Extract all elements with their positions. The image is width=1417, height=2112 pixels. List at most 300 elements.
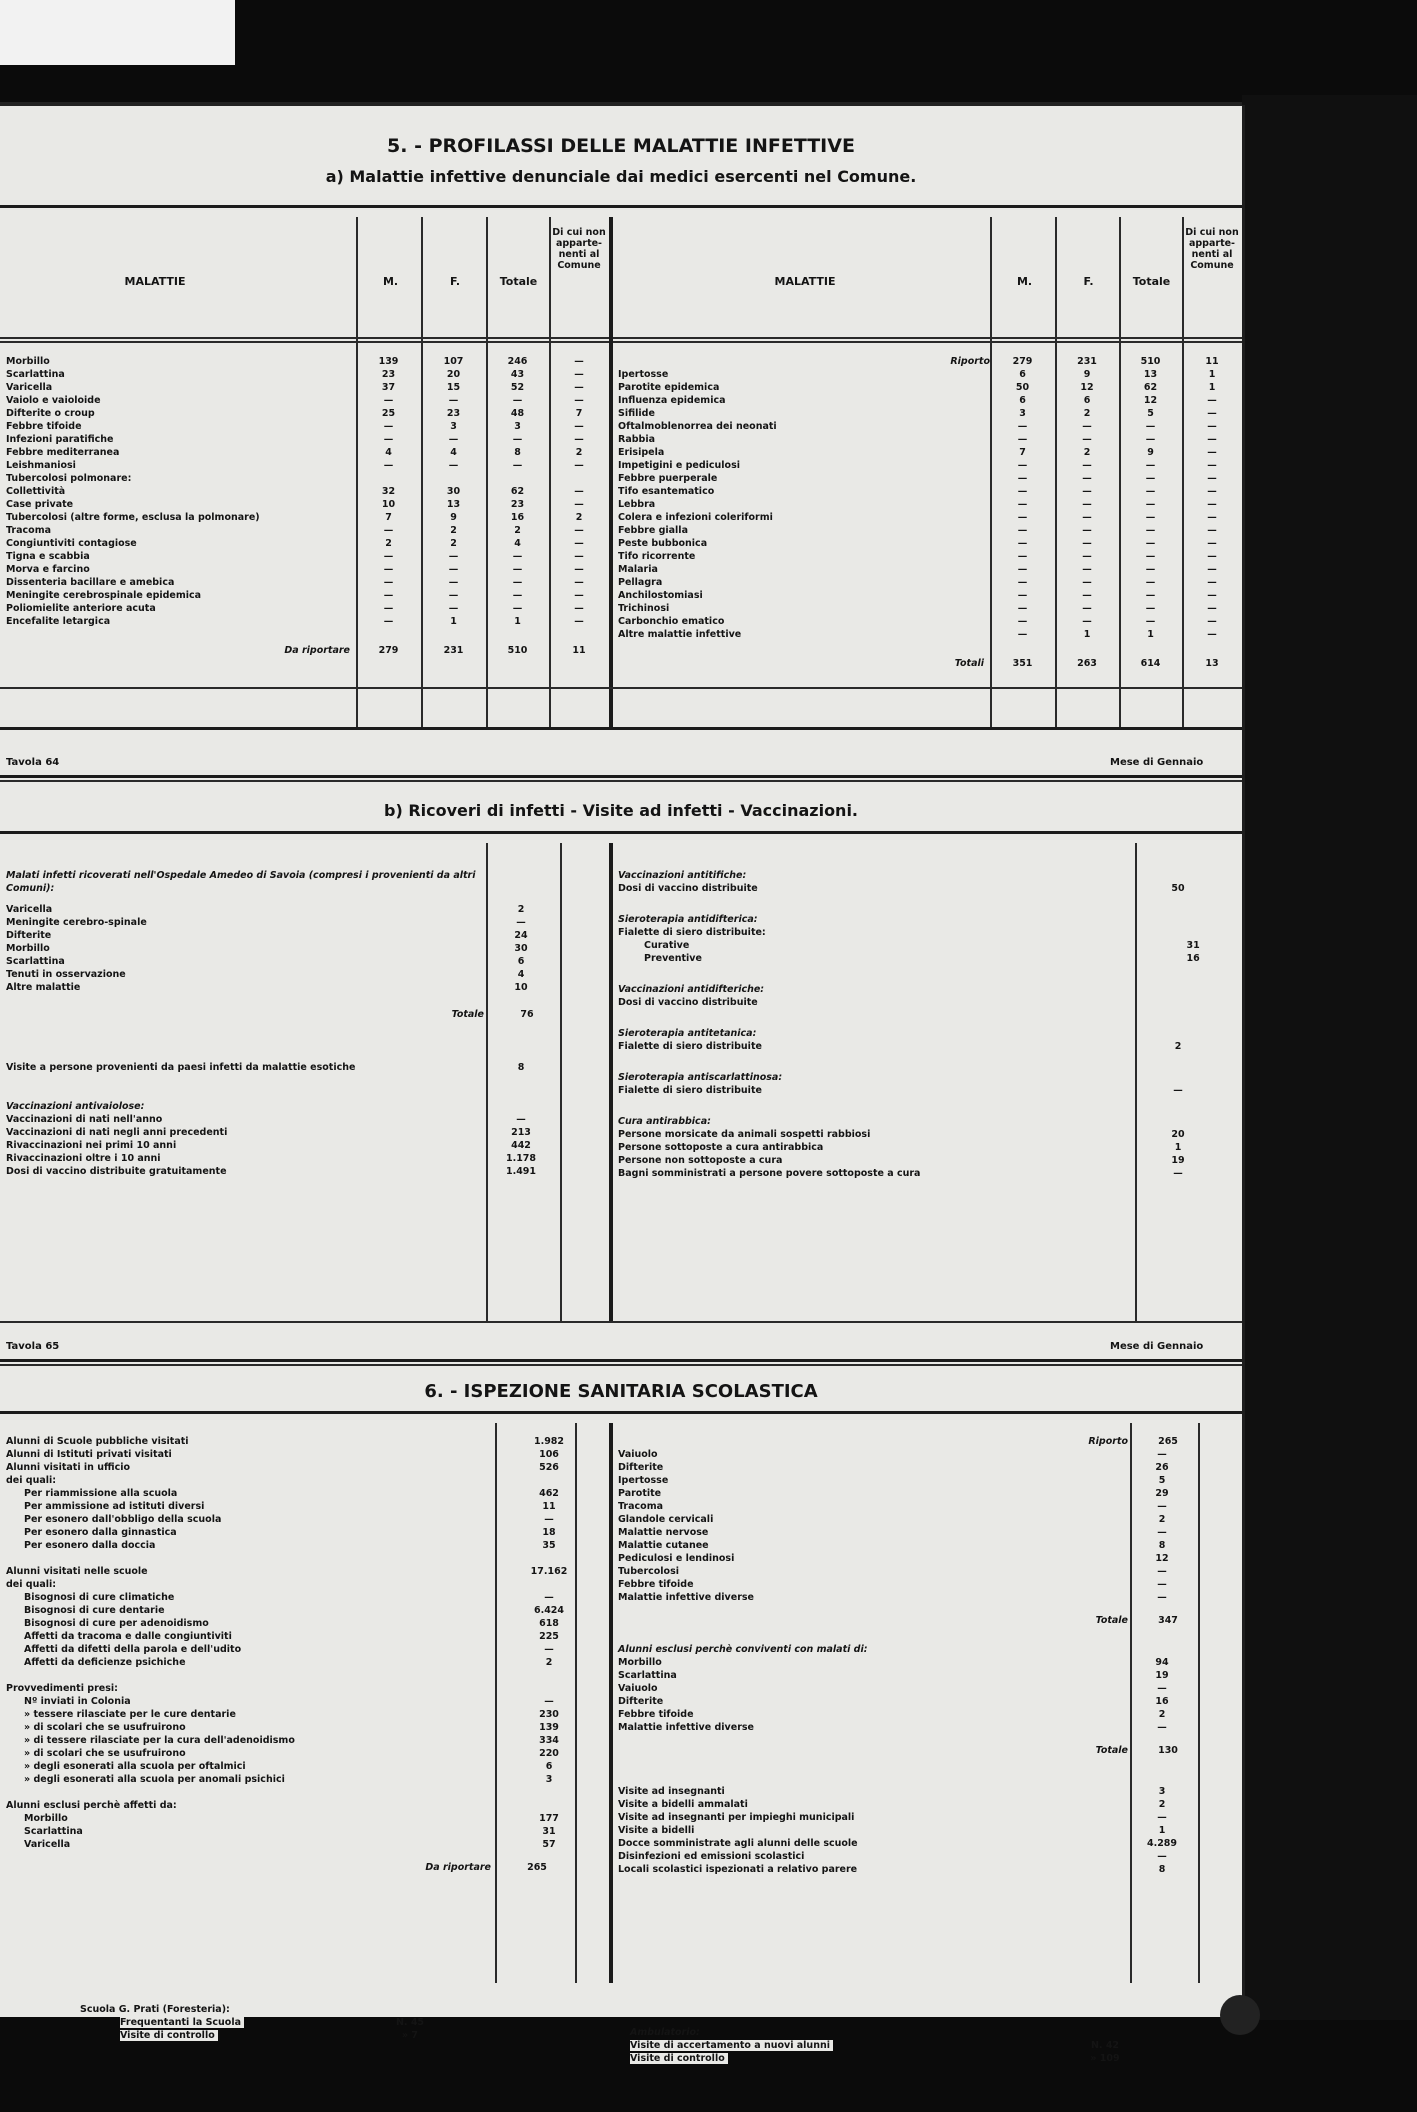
lv-value: 31 — [542, 1826, 556, 1837]
value-t: — — [1145, 525, 1156, 536]
value-m: — — [383, 616, 394, 627]
disease-name — [618, 381, 990, 394]
lv-value — [509, 1474, 589, 1487]
value-d: 1 — [1208, 382, 1216, 393]
value-d: — — [574, 369, 584, 380]
lv-row — [618, 1837, 1196, 1850]
lv-label: Visite ad insegnanti — [618, 1786, 728, 1797]
value-f: 2 — [1083, 408, 1091, 419]
lv-row — [618, 1708, 1196, 1721]
spacer — [6, 1021, 564, 1061]
lv-value: 17.162 — [530, 1566, 568, 1577]
lv-row — [6, 1812, 589, 1825]
disease-label: Difterite o croup — [6, 408, 98, 419]
lv-name — [618, 1565, 1128, 1578]
disease-row — [6, 550, 609, 563]
lv-value — [1144, 926, 1242, 939]
label-value-table — [630, 2039, 1140, 2065]
label-value-table — [618, 1128, 1228, 1180]
lv-value: 10 — [514, 982, 528, 993]
value-t: 5 — [1147, 408, 1154, 419]
lv-row — [618, 1167, 1228, 1180]
lv-name — [6, 942, 484, 955]
disease-label: Impetigini e pediculosi — [618, 460, 743, 471]
value-m: — — [1017, 551, 1028, 562]
value-m: 2 — [385, 538, 392, 549]
disease-name — [6, 602, 356, 615]
lv-label: Preventive — [644, 953, 705, 964]
value-f: — — [1082, 512, 1092, 523]
lv-row — [618, 1448, 1196, 1461]
value-t: — — [1145, 421, 1156, 432]
lv-name — [618, 1461, 1128, 1474]
value-f: 1 — [450, 616, 457, 627]
value-t: — — [1145, 473, 1156, 484]
label-value-table — [618, 1040, 1228, 1053]
lv-name — [80, 2016, 380, 2029]
table-number-65: Tavola 65 — [6, 1341, 60, 1352]
disease-label: Trichinosi — [618, 603, 672, 614]
table-number-64: Tavola 64 — [6, 757, 60, 768]
lv-value: 5 — [1158, 1475, 1166, 1486]
disease-label: Varicella — [6, 382, 55, 393]
value-d: — — [1207, 538, 1217, 549]
rule — [0, 1364, 1242, 1366]
disease-label: Dissenteria bacillare e amebica — [6, 577, 177, 588]
lv-value: 177 — [539, 1813, 559, 1824]
summary-label: Da riportare — [425, 1862, 491, 1873]
lv-row — [618, 1721, 1196, 1734]
lv-value: 2 — [1158, 1799, 1166, 1810]
riporto-m: 279 — [1012, 356, 1033, 367]
value-f: 3 — [450, 421, 457, 432]
lv-name — [618, 1552, 1128, 1565]
spacer — [618, 965, 1242, 983]
lv-value: » 109 — [1090, 2053, 1120, 2064]
lv-label: Rivaccinazioni nei primi 10 anni — [6, 1140, 179, 1151]
lv-value: — — [544, 1644, 554, 1655]
lv-row — [6, 1721, 589, 1734]
rule — [0, 831, 1242, 834]
disease-name — [618, 420, 990, 433]
rule — [0, 727, 1242, 730]
value-f: 13 — [446, 499, 461, 510]
disease-label: Lebbra — [618, 499, 658, 510]
group-heading: Alunni esclusi perchè conviventi con malati di: — [618, 1644, 868, 1655]
lv-row — [6, 1630, 589, 1643]
group-heading: Vaccinazioni antidifteriche: — [618, 984, 765, 995]
lv-name — [6, 1448, 509, 1461]
value-m: — — [1017, 616, 1028, 627]
lv-label: Meningite cerebro-spinale — [6, 917, 150, 928]
disease-name — [6, 511, 356, 524]
value-m: — — [1017, 538, 1028, 549]
disease-row — [618, 472, 1242, 485]
value-f: — — [1082, 473, 1092, 484]
disease-row — [6, 355, 609, 368]
lv-label: Visite ad insegnanti per impieghi municipali — [618, 1812, 857, 1823]
value-m: 25 — [381, 408, 396, 419]
lv-label: » tessere rilasciate per le cure dentarie — [24, 1709, 239, 1720]
disease-row — [618, 563, 1242, 576]
lv-name — [618, 1824, 1128, 1837]
lv-row — [618, 1565, 1196, 1578]
lv-value: 213 — [511, 1127, 531, 1138]
disease-name — [6, 472, 356, 485]
section5-subtitle: a) Malattie infettive denunciale dai medici esercenti nel Comune. — [325, 167, 917, 186]
lv-value: 2 — [1158, 1514, 1166, 1525]
lv-name — [6, 955, 484, 968]
lv-label: Visite a bidelli — [618, 1825, 697, 1836]
lv-row — [618, 1591, 1196, 1604]
lv-name — [6, 1734, 509, 1747]
value-m: — — [1017, 460, 1028, 471]
total-label: Totali — [954, 658, 984, 669]
disease-label: Tigna e scabbia — [6, 551, 93, 562]
lv-row — [6, 955, 558, 968]
value-f: — — [1082, 603, 1092, 614]
section6-footnote-left — [80, 2003, 440, 2042]
value-t: — — [1145, 434, 1156, 445]
disease-row — [6, 433, 609, 446]
value-f: — — [1082, 486, 1092, 497]
value-d: — — [1207, 629, 1217, 640]
lv-name — [6, 1565, 509, 1578]
lv-name — [6, 1126, 484, 1139]
lv-name — [618, 1863, 1128, 1876]
lv-row — [6, 1708, 589, 1721]
section6-right-table — [618, 1435, 1202, 1876]
lv-value: 526 — [539, 1462, 559, 1473]
disease-name — [618, 628, 990, 641]
value-d: — — [574, 499, 584, 510]
lv-row — [6, 1552, 589, 1565]
disease-label: Collettività — [6, 486, 68, 497]
lv-row — [618, 1461, 1196, 1474]
value-d: — — [574, 538, 584, 549]
lv-label: Difterite — [618, 1696, 666, 1707]
lv-value: — — [1157, 1527, 1167, 1538]
disease-name — [618, 394, 990, 407]
value-f: 23 — [446, 408, 461, 419]
lv-name — [618, 1128, 1128, 1141]
label-value-table — [6, 1435, 589, 1851]
disease-row — [6, 472, 609, 485]
lv-name — [618, 996, 1128, 1009]
lv-name — [6, 1617, 509, 1630]
value-d: — — [574, 551, 584, 562]
lv-name — [6, 903, 484, 916]
lv-value — [509, 1682, 589, 1695]
disease-label: Tubercolosi (altre forme, esclusa la polmonare) — [6, 512, 263, 523]
value-m: 7 — [385, 512, 392, 523]
disease-label: Encefalite letargica — [6, 616, 113, 627]
disease-name — [6, 615, 356, 628]
value-t: 62 — [510, 486, 525, 497]
lv-value: 29 — [1155, 1488, 1169, 1499]
total-d: 13 — [1205, 658, 1219, 669]
disease-name — [618, 550, 990, 563]
disease-label: Leishmaniosi — [6, 460, 79, 471]
disease-label: Case private — [6, 499, 76, 510]
lv-value: 1 — [1174, 1142, 1182, 1153]
section5-right-table — [618, 355, 1242, 670]
total-t: 510 — [507, 645, 528, 656]
lv-value: 30 — [514, 943, 528, 954]
col-header-malattie-left: MALATTIE — [124, 275, 186, 288]
lv-label: Persone non sottoposte a cura — [618, 1155, 785, 1166]
value-f: — — [448, 603, 459, 614]
document-page — [0, 102, 1242, 2064]
lv-label: Malattie cutanee — [618, 1540, 712, 1551]
disease-name — [6, 420, 356, 433]
value-t: 4 — [514, 538, 521, 549]
lv-label: Bagni somministrati a persone povere sottoposte a cura — [618, 1168, 923, 1179]
value-t: 3 — [514, 421, 521, 432]
lv-value: 19 — [1155, 1670, 1169, 1681]
value-d: — — [574, 564, 584, 575]
lv-row — [6, 929, 558, 942]
disease-label: Colera e infezioni coleriformi — [618, 512, 776, 523]
total-row — [6, 644, 609, 657]
lv-name — [6, 929, 484, 942]
value-d: — — [1207, 564, 1217, 575]
lv-name — [6, 1825, 509, 1838]
spacer — [618, 641, 990, 657]
lv-row — [618, 1084, 1228, 1097]
summary-label — [6, 1061, 484, 1074]
lv-name — [618, 1798, 1128, 1811]
lv-value — [509, 1552, 589, 1565]
spacer — [6, 994, 564, 1008]
lv-label: Tubercolosi — [618, 1566, 682, 1577]
lv-name — [618, 1487, 1128, 1500]
lv-name — [6, 1513, 509, 1526]
value-d: — — [574, 577, 584, 588]
value-m: — — [1017, 564, 1028, 575]
spacer — [618, 1097, 1242, 1115]
lv-value: 2 — [517, 904, 525, 915]
lv-name — [618, 952, 1144, 965]
value-f — [421, 472, 486, 485]
spacer — [618, 1053, 1242, 1071]
spacer — [618, 1757, 1202, 1785]
scan-corner-paper — [0, 0, 235, 65]
lv-label: Bisognosi di cure dentarie — [24, 1605, 168, 1616]
disease-label: Morbillo — [6, 356, 53, 367]
lv-label: Morbillo — [24, 1813, 71, 1824]
value-m: 6 — [1019, 395, 1026, 406]
group-heading: Vaccinazioni antivaiolose: — [6, 1101, 145, 1112]
group-heading: Scuola G. Prati (Foresteria): — [80, 2004, 230, 2015]
section5-title: 5. - PROFILASSI DELLE MALATTIE INFETTIVE — [387, 135, 855, 157]
lv-label: dei quali: — [6, 1475, 59, 1486]
lv-value: 2 — [1158, 1709, 1166, 1720]
value-d: — — [574, 356, 584, 367]
disease-row — [618, 511, 1242, 524]
lv-label: Febbre tifoide — [618, 1579, 697, 1590]
lv-value: — — [1157, 1449, 1167, 1460]
visite-table — [6, 1061, 558, 1074]
spacer — [618, 1009, 1242, 1027]
value-f: 30 — [446, 486, 461, 497]
lv-row — [6, 1838, 589, 1851]
disease-name — [618, 615, 990, 628]
group-heading: Sieroterapia antiscarlattinosa: — [618, 1072, 783, 1083]
lv-row — [618, 1040, 1228, 1053]
lv-row — [6, 1825, 589, 1838]
value-m: 7 — [1019, 447, 1026, 458]
value-f: — — [448, 551, 459, 562]
value-d: — — [1207, 603, 1217, 614]
disease-row — [618, 407, 1242, 420]
disease-label: Tubercolosi polmonare: — [6, 473, 134, 484]
month-label-65: Mese di Gennaio — [1110, 1341, 1204, 1352]
value-f: 4 — [450, 447, 457, 458]
disease-row — [6, 498, 609, 511]
lv-label: Rivaccinazioni oltre i 10 anni — [6, 1153, 164, 1164]
spacer — [618, 1627, 1202, 1643]
lv-label: Fialette di siero distribuite — [618, 1085, 765, 1096]
value-t: 43 — [510, 369, 525, 380]
value-d: — — [1207, 486, 1217, 497]
lv-name — [6, 1500, 509, 1513]
lv-row — [6, 942, 558, 955]
lv-name — [618, 1167, 1128, 1180]
scan-smudge — [1220, 1995, 1260, 2035]
value-d: — — [1207, 512, 1217, 523]
lv-label: Visite di accertamento a nuovi alunni — [630, 2040, 833, 2051]
disease-name — [618, 524, 990, 537]
disease-row — [618, 550, 1242, 563]
lv-value: 16 — [1186, 953, 1200, 964]
disease-name — [618, 576, 990, 589]
lv-name — [6, 1669, 509, 1682]
disease-table — [6, 355, 609, 657]
disease-label: Meningite cerebrospinale epidemica — [6, 590, 204, 601]
disease-name — [6, 368, 356, 381]
lv-name — [618, 1539, 1128, 1552]
rule — [0, 1321, 1242, 1323]
disease-name — [618, 472, 990, 485]
lv-value: 16 — [1155, 1696, 1169, 1707]
lv-value: — — [1157, 1683, 1167, 1694]
value-d: — — [1207, 460, 1217, 471]
lv-name — [618, 1695, 1128, 1708]
lv-label: Parotite — [618, 1488, 664, 1499]
value-m: — — [383, 603, 394, 614]
lv-label: Nº inviati in Colonia — [24, 1696, 134, 1707]
riporto-d: 11 — [1205, 356, 1219, 367]
lv-row — [618, 1539, 1196, 1552]
value-d: — — [1207, 525, 1217, 536]
riporto-f: 231 — [1077, 356, 1097, 367]
value-d: — — [1207, 499, 1217, 510]
value-t: — — [512, 577, 523, 588]
value-t: — — [512, 434, 523, 445]
value-d: 2 — [575, 512, 583, 523]
lv-row — [618, 1669, 1196, 1682]
lv-label: Bisognosi di cure per adenoidismo — [24, 1618, 212, 1629]
lv-row — [6, 1643, 589, 1656]
lv-label: Varicella — [6, 904, 55, 915]
disease-name — [6, 433, 356, 446]
lv-label: Tenuti in osservazione — [6, 969, 129, 980]
disease-name — [618, 446, 990, 459]
lv-value: — — [544, 1514, 554, 1525]
value-m: — — [1017, 577, 1028, 588]
disease-name — [6, 459, 356, 472]
value-f: 15 — [446, 382, 461, 393]
value-d: — — [1207, 434, 1217, 445]
lv-name — [6, 1113, 484, 1126]
value-d: — — [1207, 447, 1217, 458]
disease-label: Febbre tifoide — [6, 421, 85, 432]
lv-row — [6, 1500, 589, 1513]
disease-name — [618, 589, 990, 602]
value-m: — — [1017, 486, 1028, 497]
disease-label: Tracoma — [6, 525, 54, 536]
total-table — [6, 1008, 564, 1021]
value-f: — — [1082, 421, 1092, 432]
col-header-dicui-left: Di cui non apparte-nenti al Comune — [552, 227, 606, 271]
lv-value: 50 — [1171, 883, 1185, 894]
lv-label: Visite di controllo — [120, 2030, 218, 2041]
lv-label: » di scolari che se usufruirono — [24, 1748, 189, 1759]
disease-label: Tifo ricorrente — [618, 551, 698, 562]
disease-label: Peste bubbonica — [618, 538, 710, 549]
disease-label: Ipertosse — [618, 369, 671, 380]
lv-label: Pediculosi e lendinosi — [618, 1553, 737, 1564]
lv-value — [509, 1578, 589, 1591]
lv-value: — — [516, 1114, 526, 1125]
label-value-table — [618, 1656, 1196, 1734]
lv-label: Ipertosse — [618, 1475, 671, 1486]
summary-row — [6, 1008, 564, 1021]
value-d: — — [1207, 473, 1217, 484]
lv-row — [6, 1435, 589, 1448]
rule — [0, 687, 1242, 689]
lv-name — [6, 1799, 509, 1812]
total-f: 263 — [1077, 658, 1097, 669]
lv-value: 1.491 — [505, 1166, 537, 1177]
summary-value: 76 — [520, 1009, 534, 1020]
lv-name — [618, 1154, 1128, 1167]
spacer — [618, 895, 1242, 913]
value-f: — — [1082, 564, 1092, 575]
lv-value: 31 — [1186, 940, 1200, 951]
summary-row — [618, 1614, 1202, 1627]
disease-row — [618, 394, 1242, 407]
summary-label: Riporto — [1088, 1436, 1128, 1447]
lv-name — [6, 1539, 509, 1552]
col-header-m-left: M. — [382, 275, 399, 288]
lv-value: — — [1157, 1851, 1167, 1862]
value-m: — — [1017, 603, 1028, 614]
lv-name — [6, 1721, 509, 1734]
rule — [0, 780, 1242, 782]
value-t: 1 — [1147, 629, 1154, 640]
lv-name — [618, 1591, 1128, 1604]
value-m: 50 — [1015, 382, 1030, 393]
lv-row — [618, 939, 1242, 952]
disease-row — [6, 576, 609, 589]
lv-label: Disinfezioni ed emissioni scolastici — [618, 1851, 807, 1862]
lv-value: — — [1157, 1579, 1167, 1590]
lv-row — [618, 1128, 1228, 1141]
lv-row — [6, 1539, 589, 1552]
value-d: — — [1207, 408, 1217, 419]
